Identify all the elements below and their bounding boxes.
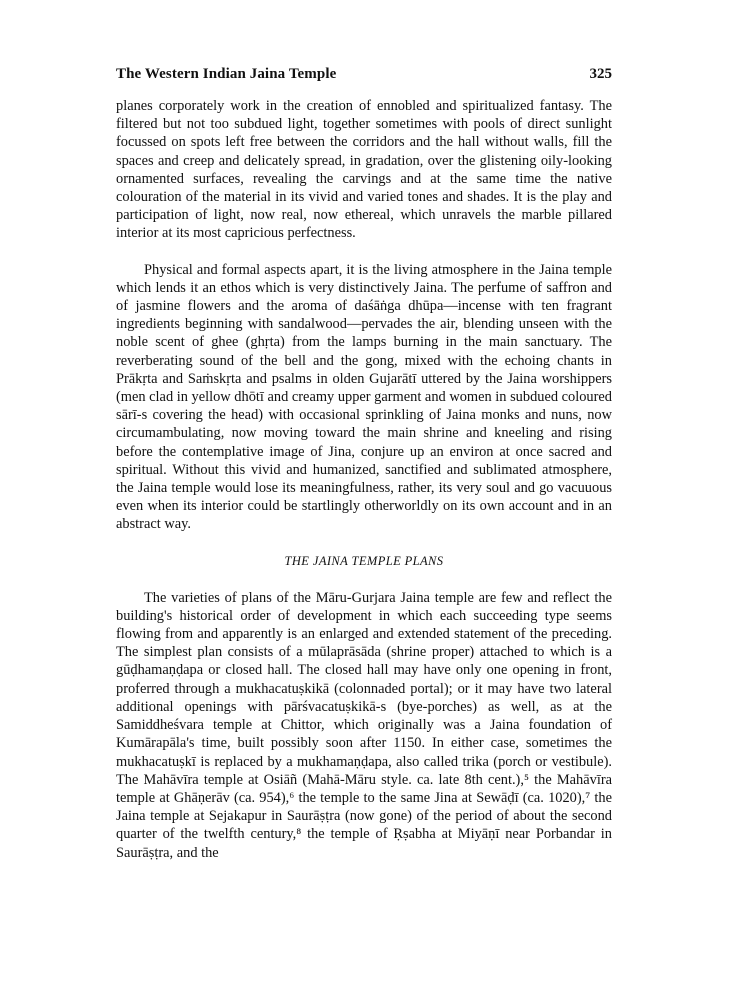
page-number: 325 [589, 66, 612, 82]
section-heading: THE JAINA TEMPLE PLANS [284, 553, 444, 568]
running-head [116, 66, 612, 83]
paragraph-2: Physical and formal aspects apart, it is the living atmosphere in the Jaina temple which lends it an ethos which is very distinctively Jaina. The perfume of saffron and of jasmine flowers and the aroma of daśāṅga dhūpa—incense with ten fragrant ingredients beginning with sandalwood—pervades the air, blending unseen with the noble scent of ghee (ghṛta) from the lamps burning in the main sanctuary. The reverberating sound of the bell and the gong, mixed with the echoing chants in Prākṛta and Saṁskṛta and psalms in olden Gujarātī uttered by the Jaina worshippers (men clad in yellow dhōtī and creamy upper garment and women in subdued coloured sārī-s covering the head) with occasional sprinkling of Jaina monks and nuns, now circumambulating, now moving toward the main shrine and kneeling and rising before the contemplative image of Jina, conjure up an environ at once sacred and spiritual. Without this vivid and humanized, sanctified and sublimated atmosphere, the Jaina temple would lose its meaningfulness, rather, its very soul and go vacuuous even when its interior could be startlingly otherworldly on its own account and in an abstract way. [116, 261, 612, 533]
paragraph-3: The varieties of plans of the Māru-Gurjara Jaina temple are few and reflect the building's historical order of development in which each succeeding type seems flowing from and apparently is an enlarged and extended statement of the preceding. The simplest plan consists of a mūlaprāsāda (shrine proper) attached to which is a gūḍhamaṇḍapa or closed hall. The closed hall may have only one opening in front, proferred through a mukhacatuṣkikā (colonnaded portal); or it may have two lateral additional openings with pārśvacatuṣkikā-s (bye-porches) as well, as at the Samiddheśvara temple at Chittor, which originally was a Jaina foundation of Kumārapāla's time, built possibly soon after 1150. In either case, sometimes the mukhacatuṣkī is replaced by a mukhamaṇḍapa, also called trika (porch or vestibule). The Mahāvīra temple at Osiāñ (Mahā-Māru style. ca. late 8th cent.),⁵ the Mahāvīra temple at Ghāṇerāv (ca. 954),⁶ the temple to the same Jina at Sewāḍī (ca. 1020),⁷ the Jaina temple at Sejakapur in Saurāṣṭra (now gone) of the period of about the second quarter of the twelfth century,⁸ the temple of Ṛṣabha at Miyāṇī near Porbandar in Saurāṣṭra, and the [116, 589, 612, 861]
running-head-title: The Western Indian Jaina Temple [116, 66, 337, 82]
paragraph-1: planes corporately work in the creation of ennobled and spiritualized fantasy. The filtered but not too subdued light, together sometimes with pools of direct sunlight focussed on spots left free between the corridors and the hall without walls, fill the spaces and creep and delicately spread, in gradation, over the glistening oily-looking ornamented surfaces, revealing the carvings and at the same time the native colouration of the material in its vivid and varied tones and shades. It is the play and participation of light, now real, now ethereal, which unravels the marble pillared interior at its most capricious perfectness. [116, 98, 612, 242]
book-page [116, 66, 612, 862]
